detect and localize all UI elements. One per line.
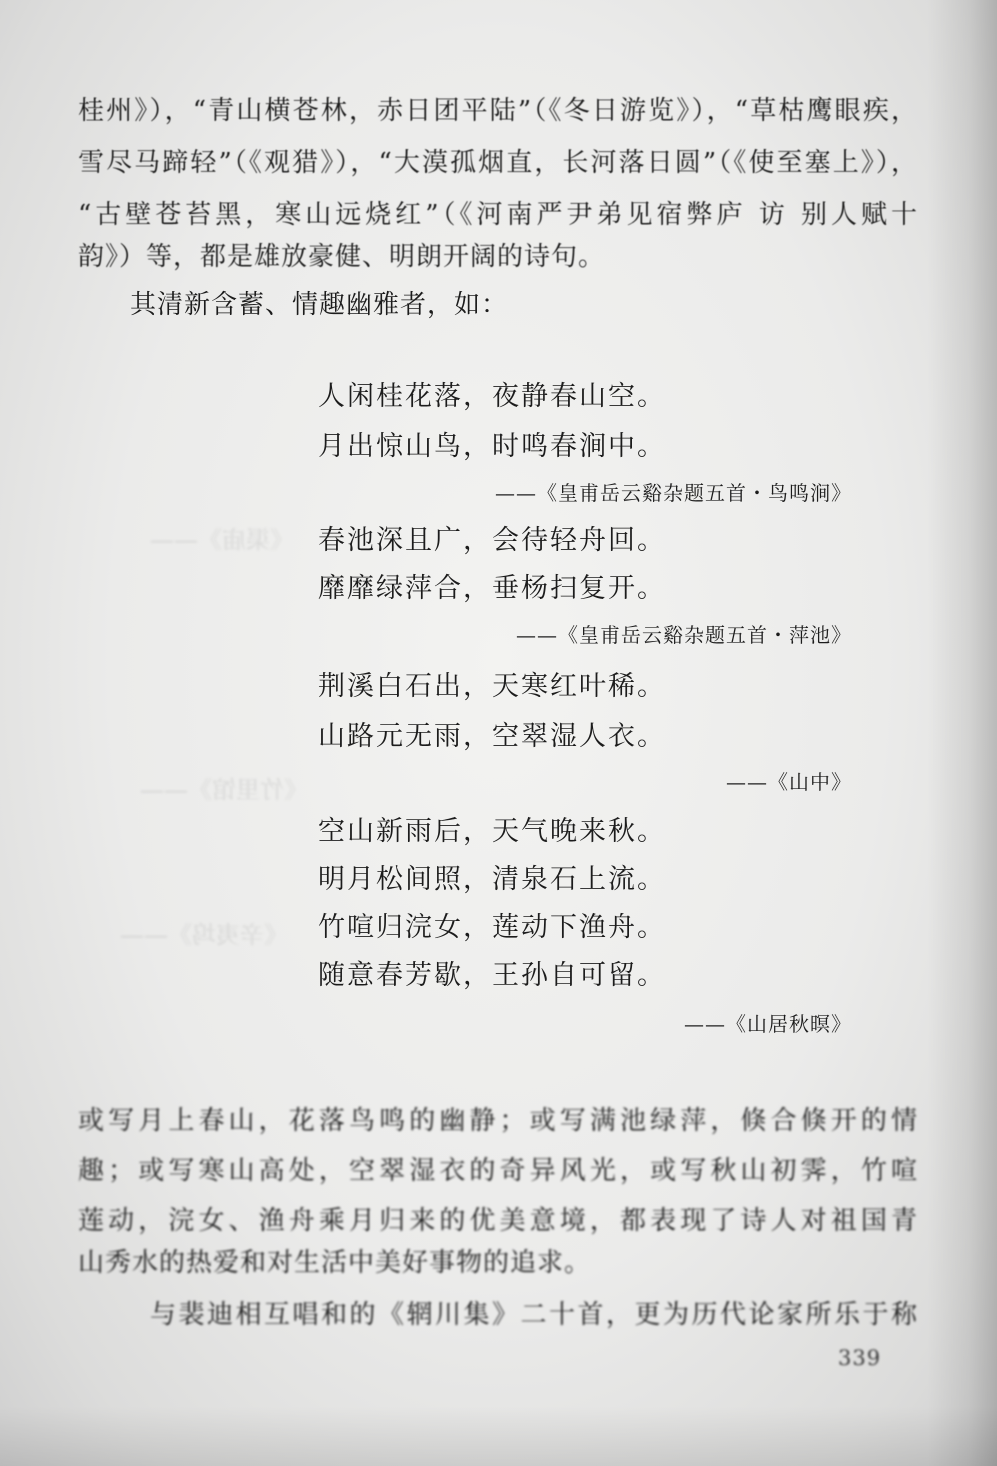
poem-verse: 月出惊山鸟，时鸣春涧中。 [318,431,666,462]
poem-verse: 空山新雨后，天气晚来秋。 [318,816,666,847]
poem-verse: 明月松间照，清泉石上流。 [318,864,666,895]
poem-verse: 春池深且广，会待轻舟回。 [318,525,666,556]
poem-verse: 人闲桂花落，夜静春山空。 [318,381,666,412]
poem-verse: 山路元无雨，空翠湿人衣。 [318,721,666,752]
paragraph-line: 莲动，浣女、渔舟乘月归来的优美意境，都表现了诗人对祖国青 [78,1206,918,1236]
page-edge-shadow [927,0,997,1466]
paragraph-line: 山秀水的热爱和对生活中美好事物的追求。 [78,1248,592,1278]
paragraph-line: 或写月上春山，花落鸟鸣的幽静；或写满池绿萍，倏合倏开的情 [78,1106,918,1136]
poem-source: ——《山居秋暝》 [684,1012,852,1036]
page-edge-shadow [0,1406,997,1466]
poem-verse: 竹喧归浣女，莲动下渔舟。 [318,912,666,943]
paragraph-line: 雪尽马蹄轻”（《观猎》），“大漠孤烟直，长河落日圆”（《使至塞上》）， [78,148,918,178]
bleed-through-text: 《竹里馆》—— [140,776,308,804]
paragraph-line: “古壁苍苔黑，寒山远烧红”（《河南严尹弟见宿弊庐 访 别人赋十 [78,200,918,230]
paragraph-line: 趣；或写寒山高处，空翠湿衣的奇异风光，或写秋山初霁，竹喧 [78,1156,918,1186]
poem-source: ——《山中》 [726,770,852,794]
poem-verse: 荆溪白石出，天寒红叶稀。 [318,671,666,702]
poem-source: ——《皇甫岳云谿杂题五首・鸟鸣涧》 [495,481,852,505]
poem-verse: 随意春芳歇，王孙自可留。 [318,960,666,991]
poem-source: ——《皇甫岳云谿杂题五首・萍池》 [516,623,852,647]
paragraph-line: 与裴迪相互唱和的《辋川集》二十首，更为历代论家所乐于称 [150,1300,918,1330]
poem-verse: 靡靡绿萍合，垂杨扫复开。 [318,573,666,604]
paragraph-line: 其清新含蓄、情趣幽雅者，如： [130,290,509,320]
paragraph-line: 韵》）等，都是雄放豪健、明朗开阔的诗句。 [78,242,606,272]
bleed-through-text: 《渠庙》—— [150,526,294,554]
paragraph-line: 桂州》），“青山横苍林，赤日团平陆”（《冬日游览》），“草枯鹰眼疾， [78,96,918,126]
page-number: 339 [838,1346,882,1370]
bleed-through-text: 《辛夷坞》—— [120,921,288,949]
